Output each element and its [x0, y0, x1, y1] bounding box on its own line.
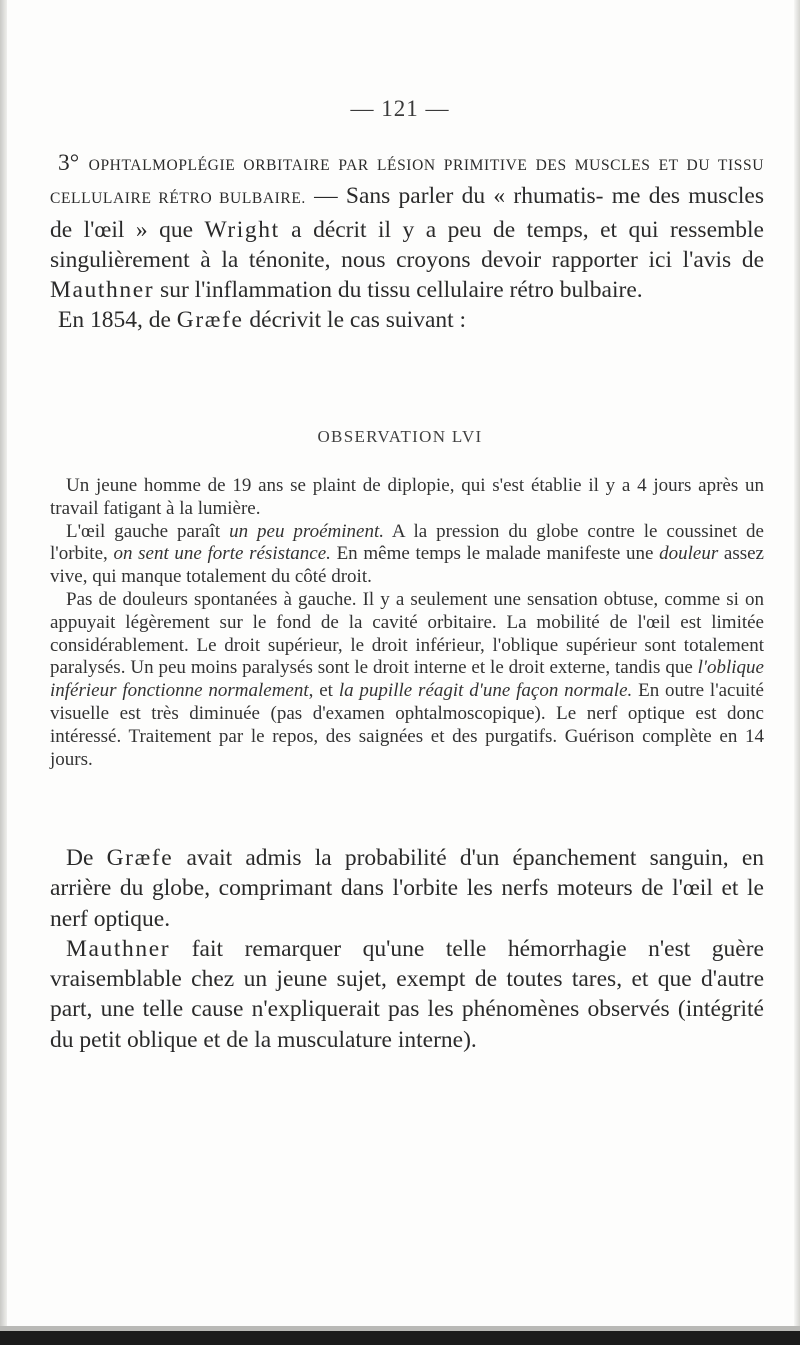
author-name: Mauthner — [66, 935, 171, 962]
emphasis-text: la pupille réagit d'une façon normale. — [338, 680, 633, 702]
observation-text: assez vive, qui manque totalement du côté droit. — [50, 543, 764, 588]
observation-paragraph — [50, 475, 764, 521]
page-left-edge — [0, 0, 7, 1345]
intro-text: sur l'inflammation du tissu cellulaire rétro bulbaire. — [154, 277, 643, 304]
page-number: — 121 — — [350, 96, 450, 121]
observation-text: En même temps le malade manifeste une — [330, 543, 660, 565]
intro-text: me des muscles de l'œil » que — [50, 183, 764, 243]
section-number: 3° — [58, 150, 80, 176]
scan-bottom-border — [0, 1331, 800, 1345]
observation-text: A la pression du globe contre le coussinet de l'orbite, — [50, 520, 764, 565]
observation-text: , et — [308, 680, 339, 702]
observation-title: OBSERVATION LVI — [317, 427, 483, 446]
conclusion-block — [50, 843, 764, 1055]
intro-line: — Sans parler du « rhumatis- — [314, 183, 604, 210]
emphasis-text: douleur — [659, 543, 719, 565]
body-text: De — [66, 845, 107, 871]
body-text: avait admis la probabilité d'un épanchement sanguin, en arrière du globe, comprimant dans l'orbite les nerfs moteurs de l'œil et le nerf optique. — [50, 845, 764, 932]
emphasis-text: un peu proéminent. — [229, 520, 384, 542]
section-heading: OPHTALMOPLÉGIE ORBITAIRE PAR LÉSION PRIMITIVE DES MUSCLES ET DU TISSU CELLULAIRE RÉTRO BULBAIRE. — [50, 157, 764, 208]
observation-text: L'œil gauche paraît — [66, 520, 230, 542]
emphasis-text: l'oblique inférieur fonctionne normalement — [50, 657, 764, 702]
author-name: Græfe — [176, 307, 244, 334]
author-name: Græfe — [106, 845, 174, 871]
observation-text: Un jeune homme de 19 ans se plaint de diplopie, qui s'est établie il y a 4 jours après un travail fatigant à la lumière. — [50, 475, 764, 519]
observation-block — [50, 475, 764, 771]
observation-text: Pas de douleurs spontanées à gauche. Il y a seulement une sensation obtuse, comme si on appuyait légèrement sur le fond de la cavité orbitaire. La mobilité de l'œil est limitée considérablement. Le droit supérieur, le droit inférieur, l'oblique supérieur sont totalement paralysés. Un peu moins paralysés sont le droit interne et le droit externe, tandis que — [50, 588, 764, 679]
author-name: Wright — [204, 216, 280, 243]
section-paragraph — [50, 148, 764, 336]
conclusion-paragraph — [50, 934, 764, 1055]
observation-paragraph — [50, 521, 764, 589]
conclusion-paragraph — [50, 843, 764, 934]
intro-text: a décrit il y a peu de temps, et qui ressemble singulièrement à la ténonite, nous croyons devoir rapporter ici l'avis de — [50, 216, 764, 273]
observation-paragraph — [50, 589, 764, 771]
intro-text: décrivit le cas suivant : — [243, 307, 467, 334]
body-text: fait remarquer qu'une telle hémorrhagie n'est guère vraisemblable chez un jeune sujet, exempt de toutes tares, et que d'autre part, une telle cause n'expliquerait pas les phénomènes observés (intégrité du petit oblique et de la musculature interne). — [50, 935, 764, 1053]
observation-text: En outre l'acuité visuelle est très diminuée (pas d'examen ophtalmoscopique). Le nerf optique est donc intéressé. Traitement par le repos, des saignées et des purgatifs. Guérison complète en 14 jours. — [50, 680, 764, 770]
intro-text: En 1854, de — [58, 307, 177, 334]
emphasis-text: on sent une forte résistance. — [113, 543, 331, 565]
author-name: Mauthner — [50, 277, 155, 304]
page-right-edge — [794, 0, 800, 1345]
